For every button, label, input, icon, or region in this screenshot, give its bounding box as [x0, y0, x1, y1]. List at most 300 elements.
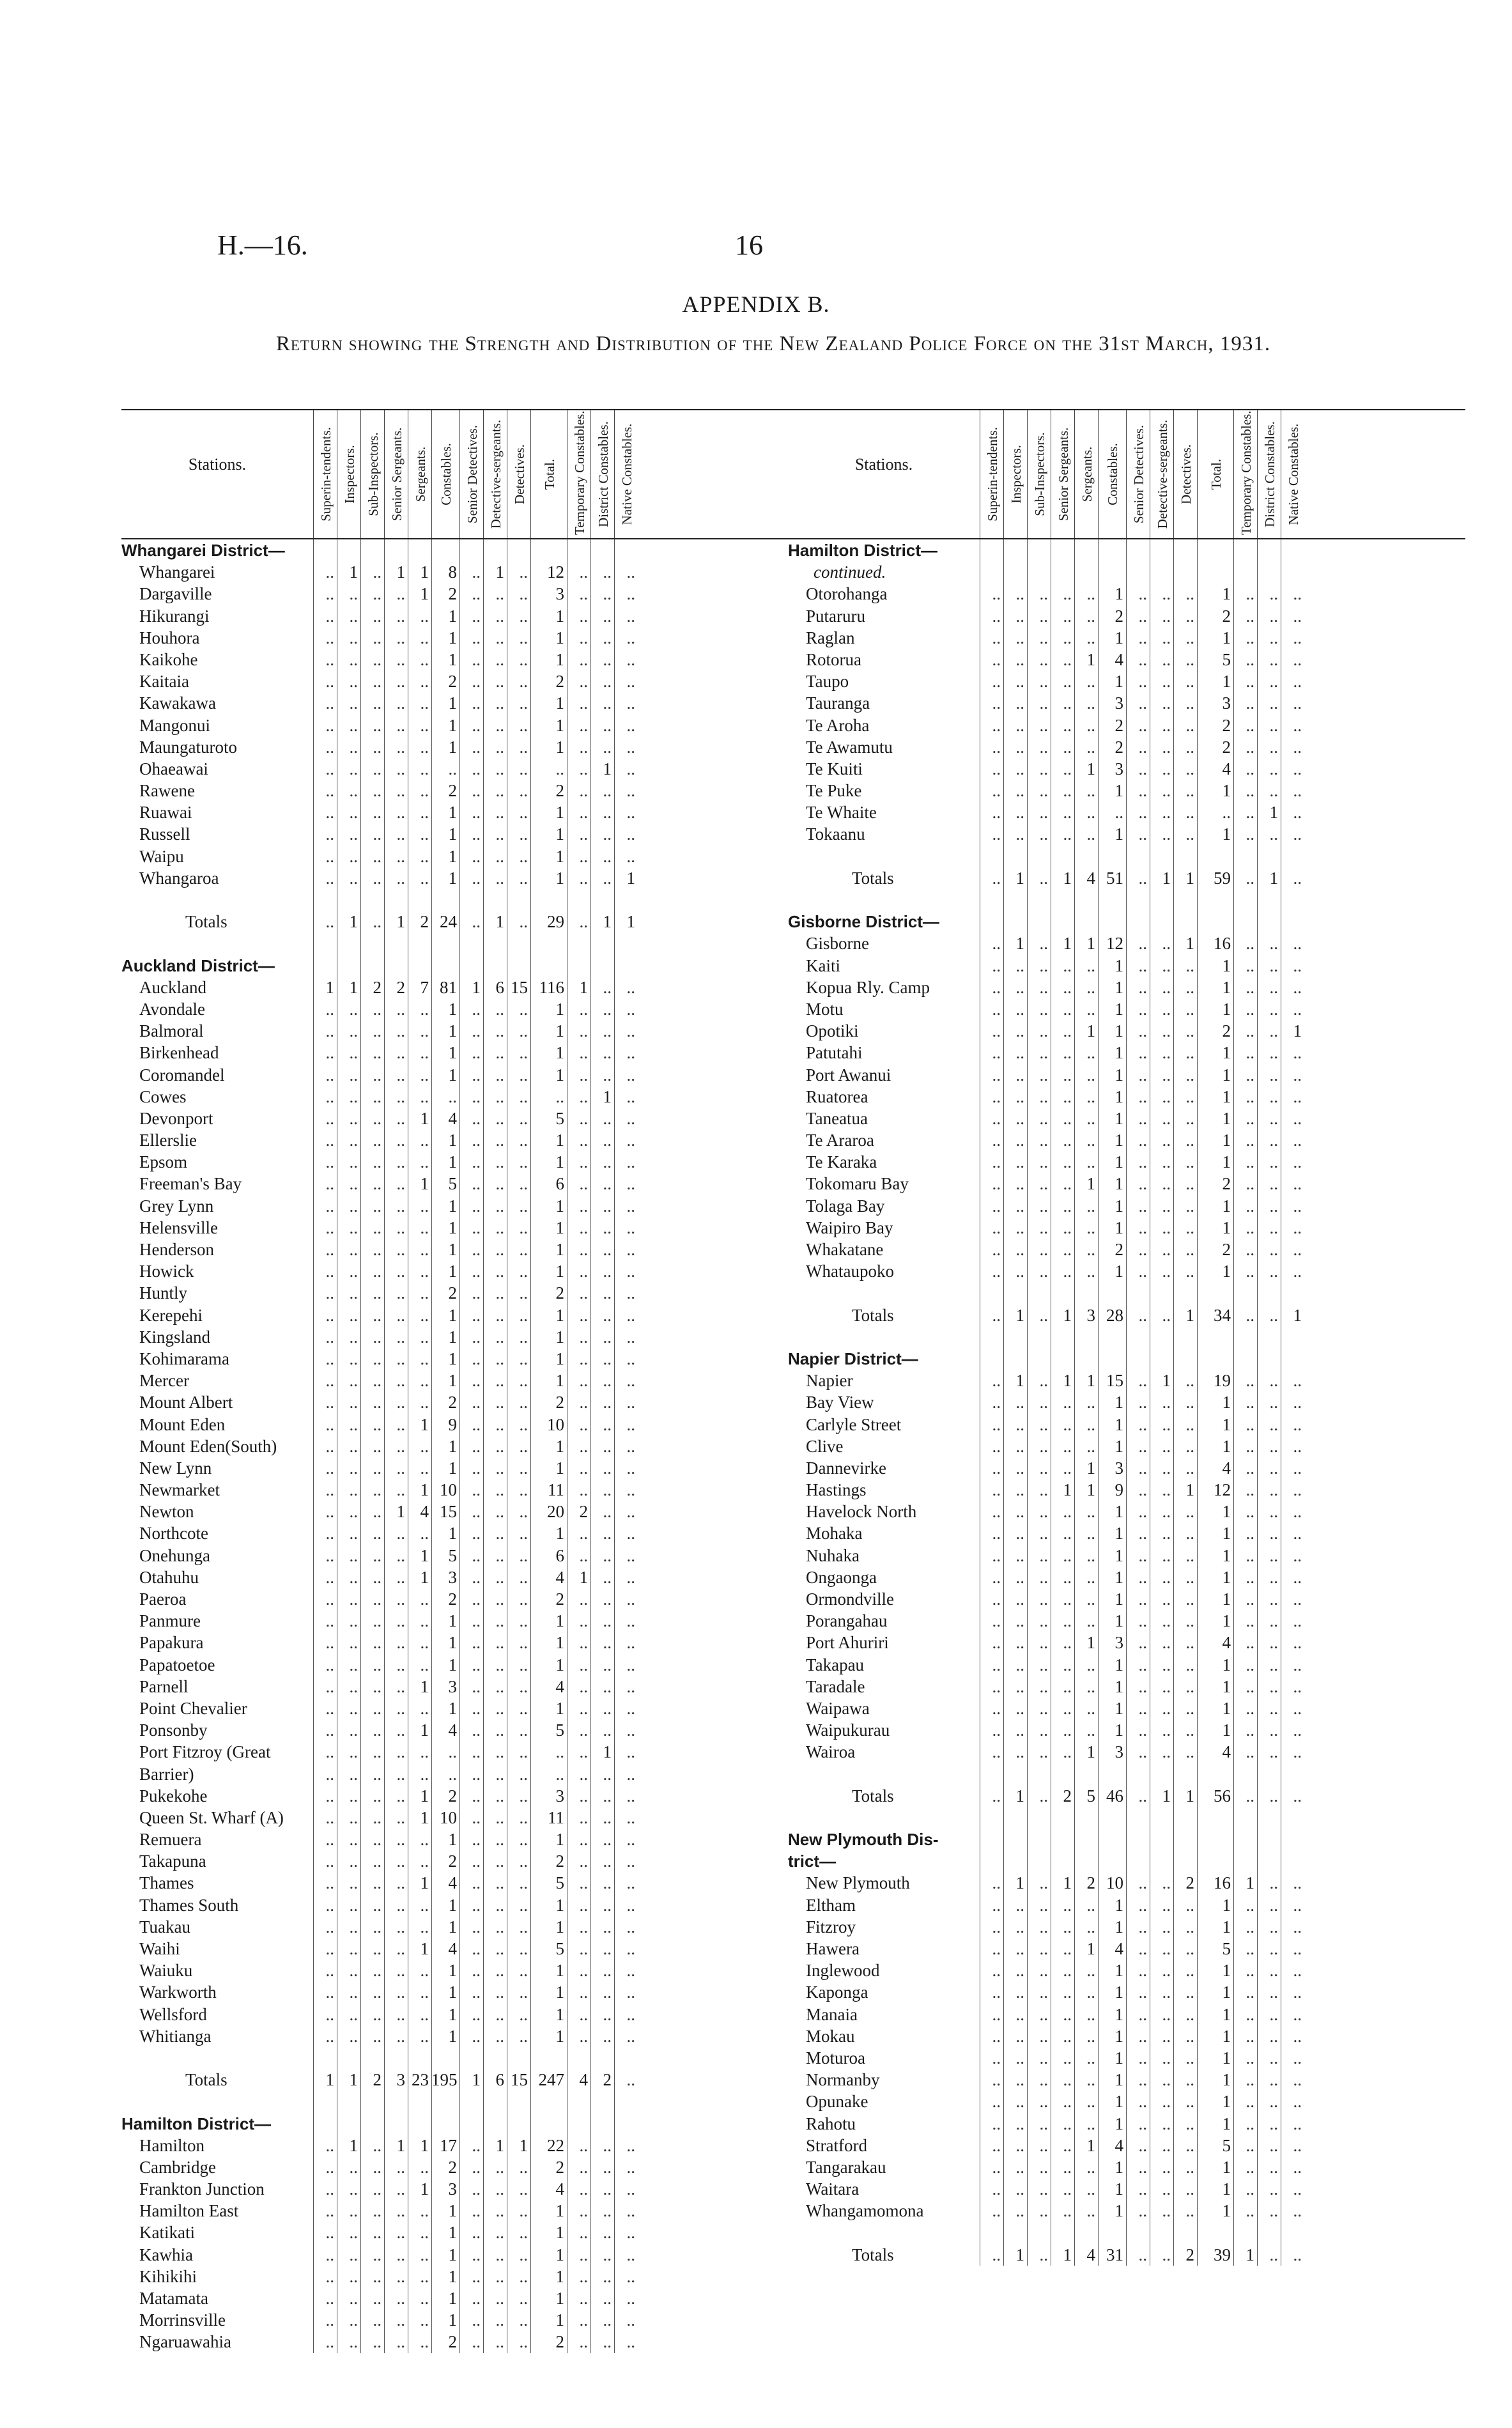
- table-cell: ..: [626, 562, 635, 582]
- table-cell: ..: [1138, 824, 1147, 844]
- table-cell: 1: [555, 1065, 564, 1085]
- table-cell: ..: [373, 1086, 382, 1106]
- table-cell: ..: [579, 1830, 588, 1850]
- table-cell: 6: [495, 977, 504, 997]
- table-cell: ..: [603, 1065, 612, 1085]
- table-cell: 2: [1115, 715, 1123, 735]
- table-cell: ..: [1162, 1218, 1171, 1237]
- table-cell: ..: [1293, 737, 1302, 757]
- table-cell: ..: [1138, 628, 1147, 647]
- table-cell: ..: [1086, 584, 1095, 604]
- table-cell: ..: [1185, 2070, 1194, 2090]
- table-cell: ..: [349, 1764, 358, 1784]
- table-cell: ..: [603, 606, 612, 626]
- table-cell: ..: [1246, 715, 1254, 735]
- table-cell: ..: [1185, 1589, 1194, 1609]
- table-cell: ..: [325, 2266, 334, 2286]
- station-name: Hamilton: [139, 2135, 204, 2155]
- table-cell: ..: [1063, 2201, 1072, 2221]
- table-cell: 1: [1115, 1086, 1123, 1106]
- table-cell: ..: [603, 1393, 612, 1412]
- table-cell: ..: [349, 1655, 358, 1674]
- table-cell: 1: [1185, 1480, 1194, 1500]
- table-cell: ..: [519, 2289, 528, 2308]
- station-name: Havelock North: [806, 1502, 917, 1522]
- table-cell: ..: [1015, 2179, 1024, 2199]
- table-cell: ..: [495, 868, 504, 888]
- table-row: [121, 998, 799, 1020]
- table-cell: ..: [579, 1852, 588, 1871]
- table-row: [121, 2244, 799, 2266]
- table-cell: ..: [325, 1830, 334, 1850]
- table-cell: ..: [396, 1633, 405, 1653]
- table-cell: ..: [1269, 1742, 1278, 1762]
- table-cell: 1: [1063, 1480, 1072, 1500]
- table-cell: 1: [420, 2135, 429, 2155]
- table-cell: ..: [373, 2026, 382, 2046]
- table-cell: ..: [626, 2223, 635, 2243]
- table-cell: 2: [448, 1589, 457, 1609]
- table-cell: ..: [349, 1545, 358, 1565]
- table-cell: ..: [603, 1786, 612, 1806]
- table-cell: ..: [349, 693, 358, 713]
- table-row: [121, 1108, 799, 1129]
- table-cell: ..: [992, 1567, 1001, 1587]
- column-header: [1003, 410, 1028, 538]
- district-heading: [788, 539, 1465, 561]
- table-row: [788, 1108, 1465, 1129]
- table-cell: ..: [1138, 1480, 1147, 1500]
- station-name: Taupo: [806, 672, 849, 692]
- table-cell: ..: [1063, 1218, 1072, 1237]
- table-cell: ..: [1138, 1742, 1147, 1762]
- table-cell: 1: [396, 1502, 405, 1522]
- table-cell: ..: [1162, 2135, 1171, 2155]
- column-header: [507, 410, 531, 538]
- table-cell: ..: [992, 1218, 1001, 1237]
- table-cell: ..: [396, 715, 405, 735]
- station-name: Northcote: [139, 1524, 208, 1543]
- table-cell: ..: [1015, 1589, 1024, 1609]
- table-cell: ..: [373, 1742, 382, 1762]
- table-cell: 1: [1222, 824, 1231, 844]
- table-cell: ..: [626, 1458, 635, 1478]
- table-cell: ..: [1039, 2179, 1048, 2199]
- table-cell: ..: [373, 1961, 382, 1981]
- station-name: Port Awanui: [806, 1065, 891, 1085]
- table-cell: ..: [420, 1349, 429, 1368]
- table-cell: ..: [1086, 999, 1095, 1019]
- table-cell: ..: [495, 1873, 504, 1893]
- table-cell: ..: [495, 1131, 504, 1150]
- table-cell: 4: [1086, 2245, 1095, 2264]
- table-cell: ..: [396, 1961, 405, 1981]
- table-cell: ..: [1185, 672, 1194, 692]
- table-cell: 1: [396, 562, 405, 582]
- table-row: [121, 627, 799, 649]
- table-cell: 1: [555, 1458, 564, 1478]
- table-cell: ..: [603, 1807, 612, 1827]
- table-cell: ..: [1086, 1567, 1095, 1587]
- table-cell: ..: [1039, 1196, 1048, 1216]
- table-cell: 1: [1269, 803, 1278, 823]
- table-cell: ..: [626, 1742, 635, 1762]
- table-cell: 2: [555, 1852, 564, 1871]
- table-cell: ..: [992, 1742, 1001, 1762]
- table-cell: ..: [519, 824, 528, 844]
- table-cell: ..: [396, 2310, 405, 2330]
- table-cell: ..: [1269, 1043, 1278, 1063]
- table-cell: ..: [1185, 1174, 1194, 1194]
- table-row: [121, 649, 799, 670]
- table-cell: ..: [1015, 1567, 1024, 1587]
- table-cell: ..: [420, 1589, 429, 1609]
- table-cell: 1: [1015, 1786, 1024, 1806]
- table-cell: 4: [1086, 868, 1095, 888]
- station-name: Totals: [185, 912, 228, 932]
- table-cell: ..: [1269, 693, 1278, 713]
- table-cell: 15: [440, 1502, 457, 1522]
- table-cell: ..: [1162, 1983, 1171, 2002]
- table-cell: ..: [579, 1655, 588, 1674]
- table-cell: ..: [325, 1327, 334, 1347]
- table-cell: ..: [992, 1196, 1001, 1216]
- table-cell: 1: [1222, 628, 1231, 647]
- table-cell: ..: [603, 1917, 612, 1937]
- table-cell: 1: [1115, 2048, 1123, 2068]
- table-cell: 2: [1222, 737, 1231, 757]
- table-cell: ..: [992, 1108, 1001, 1128]
- table-cell: ..: [349, 2179, 358, 2199]
- table-cell: ..: [1162, 1720, 1171, 1740]
- table-cell: ..: [349, 1502, 358, 1522]
- table-cell: 1: [555, 868, 564, 888]
- table-cell: ..: [495, 803, 504, 823]
- table-cell: ..: [1015, 977, 1024, 997]
- table-row: [788, 1588, 1465, 1610]
- totals-row: [788, 1785, 1465, 1807]
- table-cell: ..: [349, 1524, 358, 1543]
- table-cell: ..: [396, 1873, 405, 1893]
- district-name: Napier District—: [788, 1349, 918, 1368]
- table-cell: ..: [495, 1086, 504, 1106]
- table-cell: 2: [1222, 606, 1231, 626]
- table-cell: ..: [472, 1458, 481, 1478]
- station-name: Ruatorea: [806, 1086, 868, 1106]
- table-cell: ..: [579, 1436, 588, 1456]
- table-cell: ..: [396, 2266, 405, 2286]
- table-cell: ..: [626, 1720, 635, 1740]
- table-cell: ..: [349, 2332, 358, 2352]
- table-cell: ..: [472, 562, 481, 582]
- table-cell: ..: [626, 2289, 635, 2308]
- column-header: [483, 410, 507, 538]
- return-subtitle: Return showing the Strength and Distribution of the New Zealand Police Force on the 31st March, 1931.: [275, 332, 1271, 355]
- district-name: Hamilton District—: [788, 541, 938, 560]
- table-cell: ..: [1269, 781, 1278, 801]
- table-cell: 1: [1222, 1545, 1231, 1565]
- station-name: Russell: [139, 824, 190, 844]
- table-cell: ..: [1138, 606, 1147, 626]
- station-name: Ponsonby: [139, 1720, 208, 1740]
- table-cell: ..: [1162, 977, 1171, 997]
- table-cell: ..: [472, 672, 481, 692]
- station-name: Mount Eden: [139, 1414, 226, 1434]
- table-cell: ..: [495, 1589, 504, 1609]
- table-cell: ..: [472, 628, 481, 647]
- table-cell: ..: [603, 1480, 612, 1500]
- table-cell: ..: [349, 1262, 358, 1281]
- table-cell: 1: [448, 1524, 457, 1543]
- table-cell: ..: [1015, 1655, 1024, 1674]
- table-cell: ..: [472, 1327, 481, 1347]
- station-name: Hawera: [806, 1939, 860, 1958]
- table-cell: ..: [1293, 2245, 1302, 2264]
- table-cell: ..: [1015, 1524, 1024, 1543]
- table-cell: 1: [1086, 1633, 1095, 1653]
- table-cell: ..: [579, 781, 588, 801]
- table-cell: 1: [1115, 1720, 1123, 1740]
- station-name: Devonport: [139, 1108, 213, 1128]
- table-cell: ..: [495, 1196, 504, 1216]
- table-cell: ..: [1293, 803, 1302, 823]
- table-cell: ..: [1138, 759, 1147, 778]
- table-cell: ..: [1063, 1698, 1072, 1718]
- table-cell: ..: [1015, 2114, 1024, 2133]
- station-name: Ohaeawai: [139, 759, 208, 778]
- table-cell: 1: [448, 1458, 457, 1478]
- table-cell: ..: [325, 2289, 334, 2308]
- table-cell: ..: [1039, 2114, 1048, 2133]
- table-cell: ..: [349, 1983, 358, 2002]
- totals-row: [121, 2069, 799, 2091]
- table-cell: 1: [555, 649, 564, 669]
- table-cell: ..: [325, 2026, 334, 2046]
- table-cell: ..: [349, 1283, 358, 1303]
- table-cell: ..: [1246, 693, 1254, 713]
- table-cell: ..: [349, 1218, 358, 1237]
- table-cell: 1: [448, 2223, 457, 2243]
- table-cell: ..: [1162, 1174, 1171, 1194]
- table-cell: 5: [1222, 649, 1231, 669]
- table-cell: 1: [1063, 2245, 1072, 2264]
- table-cell: ..: [472, 715, 481, 735]
- table-cell: ..: [1039, 977, 1048, 997]
- table-cell: 2: [448, 2157, 457, 2177]
- table-cell: ..: [1246, 999, 1254, 1019]
- table-cell: ..: [349, 1393, 358, 1412]
- table-cell: ..: [579, 1283, 588, 1303]
- table-cell: ..: [519, 1393, 528, 1412]
- table-row: [121, 1151, 799, 1173]
- table-cell: ..: [396, 1262, 405, 1281]
- table-cell: ..: [1185, 1458, 1194, 1478]
- table-cell: ..: [325, 1633, 334, 1653]
- table-cell: ..: [1162, 1480, 1171, 1500]
- table-cell: 1: [349, 977, 358, 997]
- table-cell: ..: [992, 1917, 1001, 1937]
- table-cell: 3: [448, 1567, 457, 1587]
- table-cell: ..: [992, 606, 1001, 626]
- table-cell: ..: [325, 803, 334, 823]
- table-cell: ..: [1015, 649, 1024, 669]
- table-cell: ..: [992, 2070, 1001, 2090]
- table-cell: ..: [373, 2289, 382, 2308]
- table-cell: 3: [396, 2070, 405, 2090]
- table-cell: ..: [325, 2135, 334, 2155]
- table-row: [788, 977, 1465, 998]
- table-cell: 3: [1222, 693, 1231, 713]
- table-cell: ..: [1086, 1108, 1095, 1128]
- table-cell: ..: [1293, 1262, 1302, 1281]
- station-name: Totals: [185, 2070, 228, 2090]
- table-row: [121, 715, 799, 736]
- table-cell: ..: [396, 1174, 405, 1194]
- station-name: Waihi: [139, 1939, 180, 1958]
- table-cell: ..: [1015, 1676, 1024, 1696]
- table-cell: ..: [603, 1720, 612, 1740]
- table-row: [121, 1086, 799, 1108]
- table-cell: ..: [1063, 1720, 1072, 1740]
- column-header-label: Senior Detectives.: [1130, 425, 1146, 523]
- table-cell: 1: [448, 868, 457, 888]
- table-cell: ..: [396, 2157, 405, 2177]
- table-cell: ..: [1246, 2114, 1254, 2133]
- table-row: [788, 1391, 1465, 1413]
- table-cell: ..: [325, 1349, 334, 1368]
- table-cell: ..: [992, 2114, 1001, 2133]
- table-cell: ..: [1246, 1065, 1254, 1085]
- table-cell: ..: [495, 1545, 504, 1565]
- table-cell: 1: [1086, 649, 1095, 669]
- table-cell: ..: [1086, 2114, 1095, 2133]
- table-cell: 1: [555, 1698, 564, 1718]
- table-cell: ..: [519, 1218, 528, 1237]
- table-cell: 29: [547, 912, 564, 932]
- table-cell: ..: [603, 1939, 612, 1958]
- table-cell: ..: [1015, 737, 1024, 757]
- table-cell: ..: [1162, 1939, 1171, 1958]
- table-cell: ..: [626, 824, 635, 844]
- table-cell: ..: [626, 1196, 635, 1216]
- table-cell: 1: [555, 824, 564, 844]
- table-cell: ..: [1293, 2157, 1302, 2177]
- table-cell: 2: [555, 2157, 564, 2177]
- table-cell: ..: [555, 1764, 564, 1784]
- table-cell: ..: [1063, 1240, 1072, 1259]
- table-cell: ..: [325, 781, 334, 801]
- table-cell: ..: [1162, 1655, 1171, 1674]
- table-cell: ..: [626, 1240, 635, 1259]
- table-cell: ..: [992, 2245, 1001, 2264]
- table-cell: ..: [519, 846, 528, 866]
- table-cell: ..: [373, 1043, 382, 1063]
- table-row: [121, 2025, 799, 2047]
- table-row: [788, 2069, 1465, 2091]
- station-name: Tangarakau: [806, 2157, 886, 2177]
- table-row: [121, 1916, 799, 1938]
- table-cell: ..: [1138, 955, 1147, 975]
- table-cell: ..: [1185, 2114, 1194, 2133]
- table-cell: 1: [1115, 781, 1123, 801]
- table-cell: 1: [1222, 1611, 1231, 1631]
- table-cell: ..: [1086, 2070, 1095, 2090]
- table-cell: ..: [519, 999, 528, 1019]
- table-cell: 1: [555, 628, 564, 647]
- table-row: [121, 1894, 799, 1916]
- table-cell: 1: [1222, 1262, 1231, 1281]
- table-cell: ..: [1293, 1961, 1302, 1981]
- table-cell: 1: [1115, 1895, 1123, 1915]
- table-cell: ..: [519, 1086, 528, 1106]
- table-cell: ..: [626, 1567, 635, 1587]
- table-cell: ..: [495, 1327, 504, 1347]
- station-name: Kawakawa: [139, 693, 216, 713]
- table-cell: ..: [420, 2266, 429, 2286]
- table-cell: ..: [396, 1830, 405, 1850]
- table-cell: ..: [420, 2201, 429, 2221]
- table-cell: ..: [472, 2157, 481, 2177]
- table-cell: ..: [325, 912, 334, 932]
- table-cell: 1: [448, 606, 457, 626]
- table-cell: ..: [1086, 1131, 1095, 1150]
- column-header: [1027, 410, 1051, 538]
- station-name: Cowes: [139, 1086, 187, 1106]
- spacer-row: [788, 1282, 1465, 1304]
- table-cell: ..: [1246, 1393, 1254, 1412]
- table-cell: ..: [1269, 1698, 1278, 1718]
- table-row: [788, 2156, 1465, 2178]
- table-cell: 4: [555, 2179, 564, 2199]
- table-cell: 1: [555, 1436, 564, 1456]
- table-cell: ..: [1063, 1676, 1072, 1696]
- table-cell: ..: [519, 868, 528, 888]
- table-cell: ..: [472, 868, 481, 888]
- table-cell: ..: [626, 1327, 635, 1347]
- table-cell: ..: [1138, 803, 1147, 823]
- table-cell: ..: [1086, 1218, 1095, 1237]
- table-cell: ..: [1246, 2201, 1254, 2221]
- table-row: [788, 1938, 1465, 1960]
- table-cell: 1: [603, 759, 612, 778]
- station-name: Totals: [852, 1305, 894, 1325]
- table-row: [788, 1981, 1465, 2003]
- table-cell: ..: [1162, 1043, 1171, 1063]
- table-cell: ..: [626, 584, 635, 604]
- table-cell: ..: [1063, 2092, 1072, 2112]
- table-cell: ..: [472, 606, 481, 626]
- table-cell: 1: [448, 1131, 457, 1150]
- table-row: [788, 780, 1465, 801]
- table-row: [788, 715, 1465, 736]
- table-cell: ..: [349, 2245, 358, 2264]
- table-cell: ..: [373, 1786, 382, 1806]
- station-name: Totals: [852, 868, 894, 888]
- table-cell: ..: [495, 715, 504, 735]
- table-cell: ..: [1269, 1895, 1278, 1915]
- table-cell: ..: [472, 1043, 481, 1063]
- table-cell: ..: [495, 1807, 504, 1827]
- table-cell: ..: [579, 1698, 588, 1718]
- table-cell: ..: [325, 1436, 334, 1456]
- table-cell: ..: [519, 1065, 528, 1085]
- table-body: [788, 539, 1465, 2266]
- table-cell: ..: [495, 2179, 504, 2199]
- table-cell: ..: [1086, 1611, 1095, 1631]
- table-cell: ..: [626, 1655, 635, 1674]
- table-cell: ..: [1063, 1742, 1072, 1762]
- table-cell: ..: [349, 1895, 358, 1915]
